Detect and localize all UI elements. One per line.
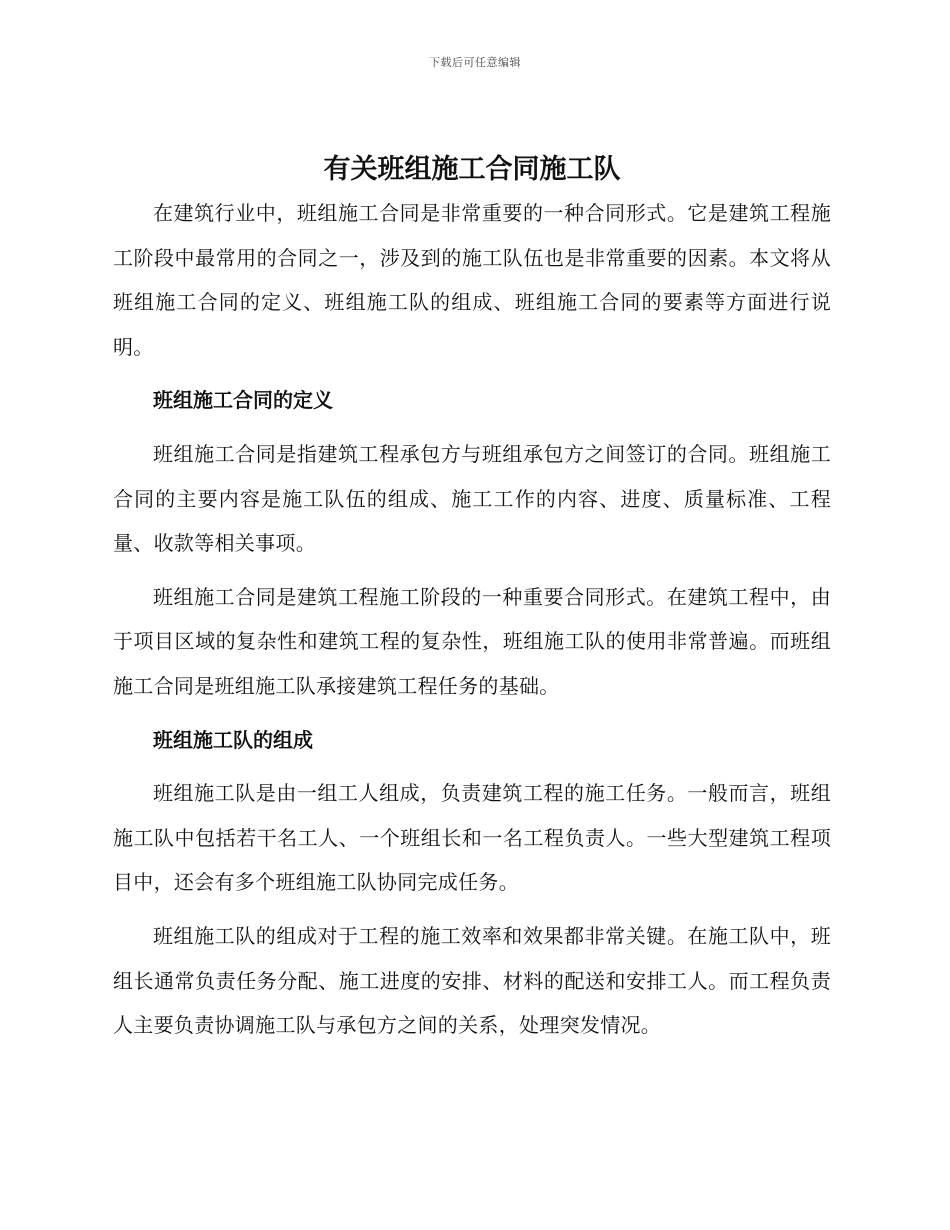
spacer — [113, 369, 831, 378]
definition-paragraph-1: 班组施工合同是指建筑工程承包方与班组承包方之间签订的合同。班组施工合同的主要内容是施工队伍的组成、施工工作的内容、进度、质量标准、工程量、收款等相关事项。 — [113, 441, 831, 556]
spacer — [113, 566, 831, 575]
section-heading-definition: 班组施工合同的定义 — [153, 388, 333, 413]
spacer — [113, 905, 831, 914]
section-heading-composition: 班组施工队的组成 — [153, 727, 313, 752]
spacer — [113, 709, 831, 718]
document-body — [113, 150, 831, 1048]
intro-paragraph: 在建筑行业中，班组施工合同是非常重要的一种合同形式。它是建筑工程施工阶段中最常用的合同之一，涉及到的施工队伍也是非常重要的因素。本文将从班组施工合同的定义、班组施工队的组成、班组施工合同的要素等方面进行说明。 — [113, 201, 831, 359]
composition-paragraph-2: 班组施工队的组成对于工程的施工效率和效果都非常关键。在施工队中，班组长通常负责任务分配、施工进度的安排、材料的配送和安排工人。而工程负责人主要负责协调施工队与承包方之间的关系，处理突发情况。 — [113, 923, 831, 1038]
spacer — [113, 423, 831, 432]
header-note: 下载后可任意编辑 — [429, 56, 521, 69]
definition-paragraph-2: 班组施工合同是建筑工程施工阶段的一种重要合同形式。在建筑工程中，由于项目区域的复杂性和建筑工程的复杂性，班组施工队的使用非常普遍。而班组施工合同是班组施工队承接建筑工程任务的基础。 — [113, 584, 831, 698]
spacer — [113, 762, 831, 771]
composition-paragraph-1: 班组施工队是由一组工人组成，负责建筑工程的施工任务。一般而言，班组施工队中包括若干名工人、一个班组长和一名工程负责人。一些大型建筑工程项目中，还会有多个班组施工队协同完成任务。 — [113, 781, 831, 895]
document-title: 有关班组施工合同施工队 — [323, 154, 621, 185]
